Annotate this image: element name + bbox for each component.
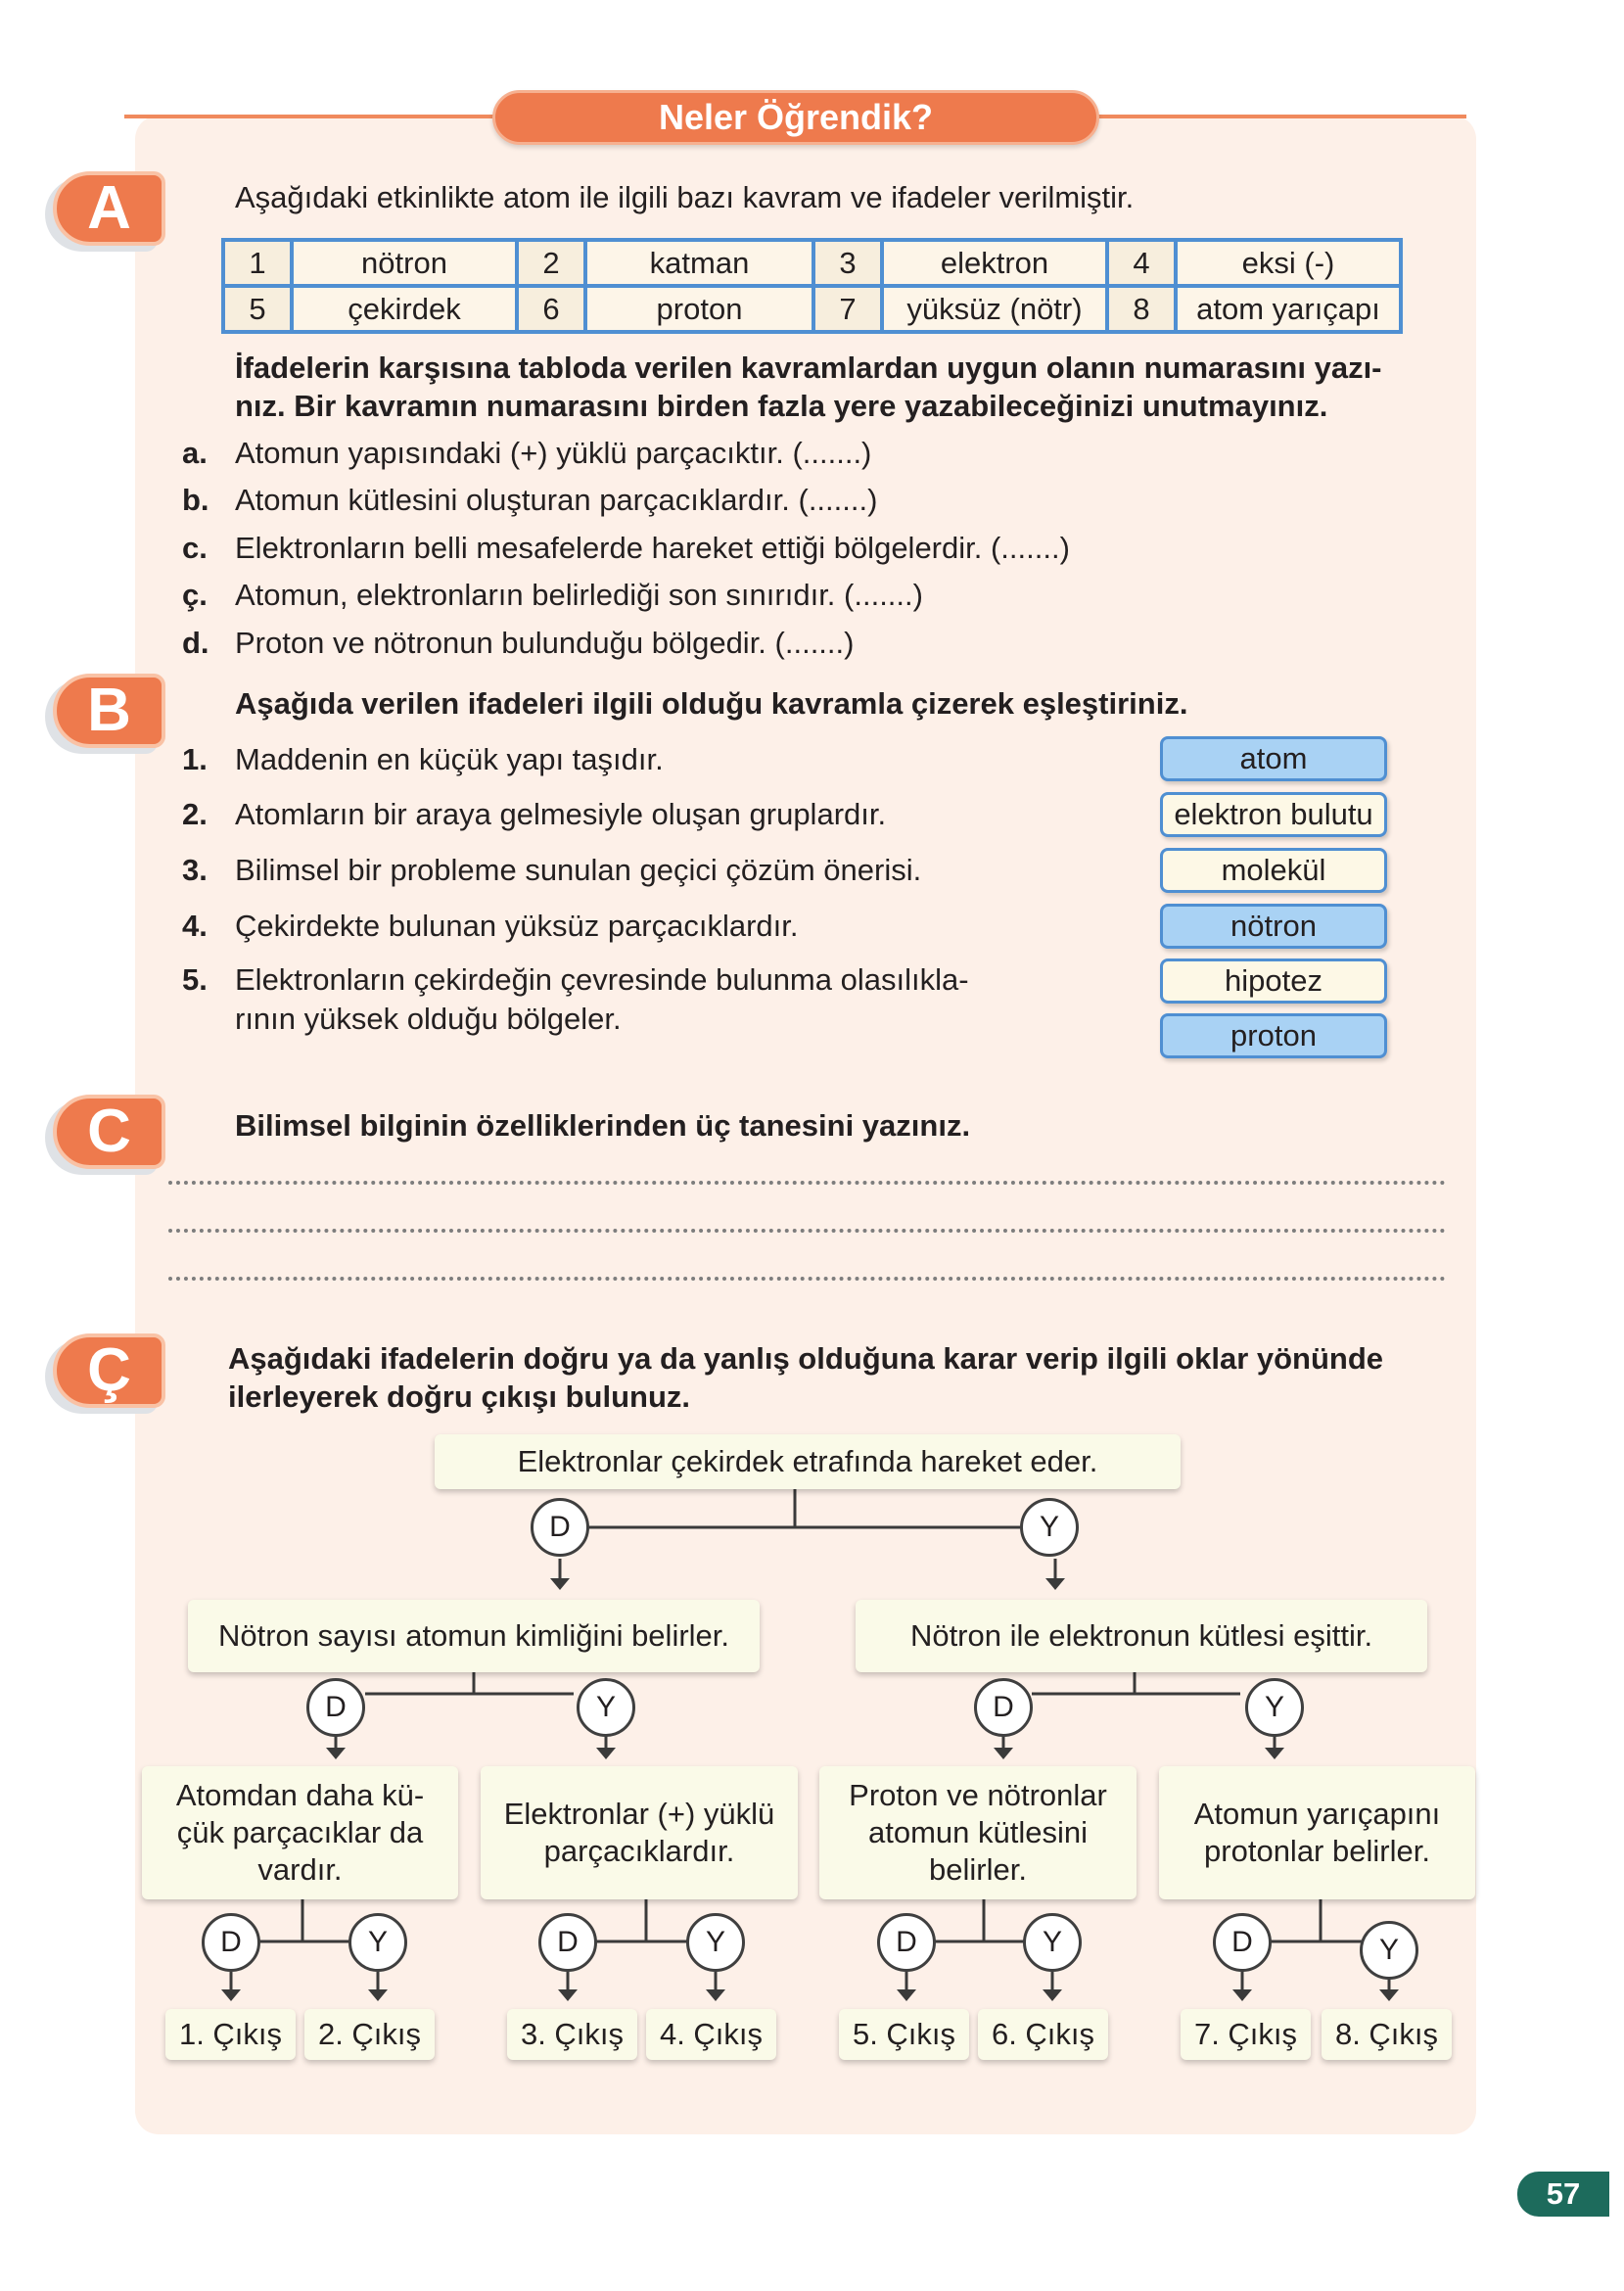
flow-statement-l3-1 xyxy=(142,1766,458,1899)
exit-box-1[interactable]: 1. Çıkış xyxy=(165,2009,296,2060)
table-cell-num: 5 xyxy=(223,286,292,332)
fill-item: Atomun, elektronların belirlediği son sınırıdır. (.......) xyxy=(235,578,923,612)
page-title: Neler Öğrendik? xyxy=(492,90,1099,145)
flow-statement-l3-3 xyxy=(819,1766,1137,1899)
section-a-intro: Aşağıdaki etkinlikte atom ile ilgili bazı kavram ve ifadeler verilmiştir. xyxy=(235,180,1135,214)
exit-box-4[interactable]: 4. Çıkış xyxy=(646,2009,776,2060)
flow-statement-line: Elektronlar (+) yüklü xyxy=(503,1797,775,1831)
section-a-badge: A xyxy=(53,171,165,246)
table-cell-num: 8 xyxy=(1107,286,1176,332)
flow-statement-l2-right xyxy=(856,1600,1427,1672)
item-label: 1. xyxy=(182,742,208,776)
item-label: a. xyxy=(182,436,208,470)
flow-root-statement xyxy=(435,1434,1181,1489)
table-cell-term: yüksüz (nötr) xyxy=(882,286,1107,332)
flow-statement-line: Atomdan daha kü- xyxy=(175,1778,425,1812)
flow-statement-text: Nötron sayısı atomun kimliğini belirler. xyxy=(217,1618,730,1653)
concept-box-proton[interactable]: proton xyxy=(1160,1013,1387,1058)
match-statement: Atomların bir araya gelmesiyle oluşan gruplardır. xyxy=(235,797,887,831)
item-label: 3. xyxy=(182,853,208,887)
fill-item: Atomun kütlesini oluşturan parçacıklardır. (.......) xyxy=(235,483,878,517)
table-cell-num: 2 xyxy=(517,240,585,286)
section-b-instruction: Aşağıda verilen ifadeleri ilgili olduğu kavramla çizerek eşleştiriniz. xyxy=(235,686,1188,721)
table-cell-num: 3 xyxy=(813,240,882,286)
false-circle[interactable]: Y xyxy=(348,1913,407,1972)
item-label: d. xyxy=(182,626,209,660)
section-a-instruction-1: İfadelerin karşısına tabloda verilen kavramlardan uygun olanın numarasını yazı- xyxy=(235,351,1382,385)
true-circle[interactable]: D xyxy=(306,1678,365,1737)
flow-statement-line: çük parçacıklar da xyxy=(176,1815,424,1849)
exit-box-3[interactable]: 3. Çıkış xyxy=(507,2009,637,2060)
item-label: 2. xyxy=(182,797,208,831)
false-circle[interactable]: Y xyxy=(1023,1913,1082,1972)
match-statement: Bilimsel bir probleme sunulan geçici çözüm önerisi. xyxy=(235,853,922,887)
section-b-badge: B xyxy=(53,674,165,748)
false-circle[interactable]: Y xyxy=(1245,1678,1304,1737)
true-circle[interactable]: D xyxy=(1213,1913,1272,1972)
flow-statement-line: belirler. xyxy=(929,1852,1027,1887)
concept-box-atom[interactable]: atom xyxy=(1160,736,1387,781)
flow-statement-line: Atomun yarıçapını xyxy=(1193,1797,1441,1831)
true-circle[interactable]: D xyxy=(531,1498,589,1557)
page-number: 57 xyxy=(1517,2172,1609,2217)
flow-statement-l2-left xyxy=(188,1600,760,1672)
false-circle[interactable]: Y xyxy=(1020,1498,1079,1557)
item-label: b. xyxy=(182,483,209,517)
flow-statement-line: atomun kütlesini xyxy=(867,1815,1088,1849)
match-statement: Maddenin en küçük yapı taşıdır. xyxy=(235,742,664,776)
table-cell-term: proton xyxy=(585,286,813,332)
fill-item: Atomun yapısındaki (+) yüklü parçacıktır. (.......) xyxy=(235,436,872,470)
flow-statement-text: Nötron ile elektronun kütlesi eşittir. xyxy=(909,1618,1373,1653)
flow-statement-l3-4 xyxy=(1159,1766,1475,1899)
match-statement: Çekirdekte bulunan yüksüz parçacıklardır. xyxy=(235,909,799,943)
flow-statement-l3-2 xyxy=(481,1766,798,1899)
exit-box-2[interactable]: 2. Çıkış xyxy=(304,2009,435,2060)
flow-statement-line: protonlar belirler. xyxy=(1204,1834,1430,1868)
table-cell-num: 4 xyxy=(1107,240,1176,286)
false-circle[interactable]: Y xyxy=(577,1678,635,1737)
fill-item: Elektronların belli mesafelerde hareket ettiği bölgelerdir. (.......) xyxy=(235,531,1070,565)
flow-statement-line: parçacıklardır. xyxy=(543,1834,735,1868)
concept-box-molecule[interactable]: molekül xyxy=(1160,848,1387,893)
exit-box-6[interactable]: 6. Çıkış xyxy=(978,2009,1108,2060)
match-statement: Elektronların çekirdeğin çevresinde bulunma olasılıkla- xyxy=(235,962,969,997)
section-cc-badge: Ç xyxy=(53,1333,165,1408)
table-cell-term: eksi (-) xyxy=(1176,240,1401,286)
table-cell-num: 1 xyxy=(223,240,292,286)
concept-box-hypothesis[interactable]: hipotez xyxy=(1160,958,1387,1004)
fill-item: Proton ve nötronun bulunduğu bölgedir. (.......) xyxy=(235,626,855,660)
table-cell-num: 6 xyxy=(517,286,585,332)
item-label: ç. xyxy=(182,578,208,612)
section-cc-instruction-2: ilerleyerek doğru çıkışı bulunuz. xyxy=(228,1379,691,1414)
item-label: 4. xyxy=(182,909,208,943)
true-circle[interactable]: D xyxy=(877,1913,936,1972)
true-circle[interactable]: D xyxy=(202,1913,260,1972)
flow-root-text: Elektronlar çekirdek etrafında hareket eder. xyxy=(517,1444,1098,1478)
false-circle[interactable]: Y xyxy=(686,1913,745,1972)
exit-box-8[interactable]: 8. Çıkış xyxy=(1322,2009,1452,2060)
item-label: c. xyxy=(182,531,208,565)
false-circle[interactable]: Y xyxy=(1360,1921,1418,1980)
section-c-instruction: Bilimsel bilginin özelliklerinden üç tanesini yazınız. xyxy=(235,1108,971,1143)
true-circle[interactable]: D xyxy=(538,1913,597,1972)
table-cell-term: atom yarıçapı xyxy=(1176,286,1401,332)
match-statement-cont: rının yüksek olduğu bölgeler. xyxy=(235,1002,622,1036)
exit-box-7[interactable]: 7. Çıkış xyxy=(1181,2009,1311,2060)
section-c-badge: C xyxy=(53,1095,165,1169)
section-a-instruction-2: nız. Bir kavramın numarasını birden fazla yere yazabileceğinizi unutmayınız. xyxy=(235,389,1328,423)
table-cell-term: katman xyxy=(585,240,813,286)
table-cell-term: elektron xyxy=(882,240,1107,286)
flow-statement-line: vardır. xyxy=(257,1852,343,1887)
table-cell-term: nötron xyxy=(292,240,517,286)
exit-box-5[interactable]: 5. Çıkış xyxy=(839,2009,969,2060)
table-cell-num: 7 xyxy=(813,286,882,332)
item-label: 5. xyxy=(182,962,208,997)
section-cc-instruction-1: Aşağıdaki ifadelerin doğru ya da yanlış olduğuna karar verip ilgili oklar yönünde xyxy=(228,1341,1384,1376)
true-circle[interactable]: D xyxy=(974,1678,1033,1737)
concept-box-neutron[interactable]: nötron xyxy=(1160,904,1387,949)
table-cell-term: çekirdek xyxy=(292,286,517,332)
flow-statement-line: Proton ve nötronlar xyxy=(849,1778,1107,1812)
concept-box-electron-cloud[interactable]: elektron bulutu xyxy=(1160,792,1387,837)
